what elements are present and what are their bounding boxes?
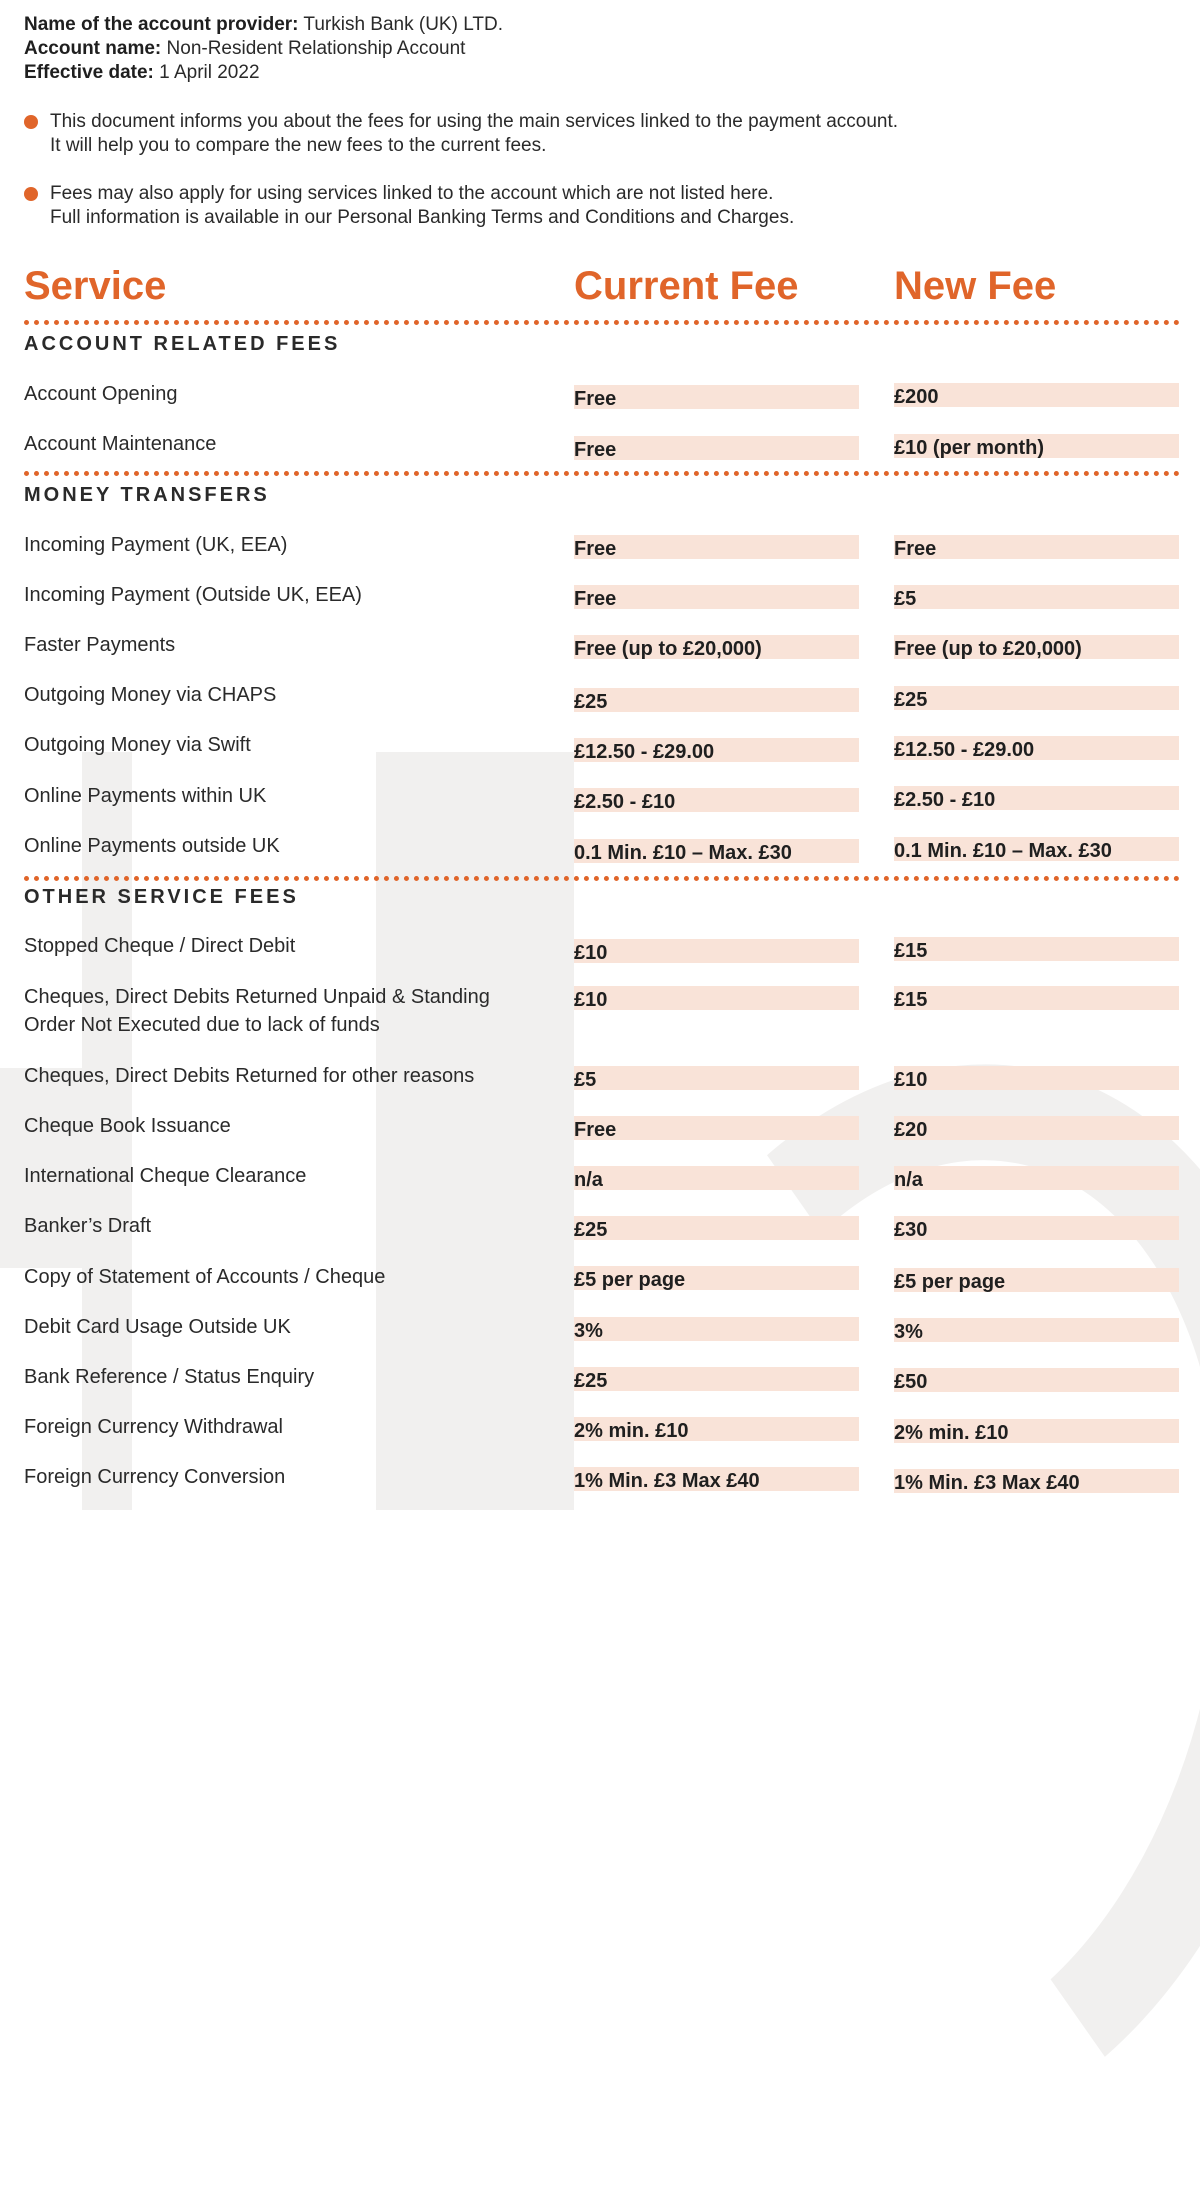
- account-name-line: [24, 37, 465, 61]
- date-label: Effective date:: [24, 62, 154, 83]
- new-fee: Free: [894, 535, 1179, 559]
- current-fee: Free: [574, 535, 859, 559]
- new-fee: £12.50 - £29.00: [894, 736, 1179, 760]
- note-line: It will help you to compare the new fees to the current fees.: [50, 135, 547, 156]
- service-name: Foreign Currency Conversion: [24, 1466, 286, 1488]
- new-fee: 1% Min. £3 Max £40: [894, 1469, 1179, 1493]
- column-header-new-fee: New Fee: [894, 264, 1057, 308]
- current-fee: 3%: [574, 1317, 859, 1341]
- column-header-service: Service: [24, 264, 167, 308]
- note-line: Full information is available in our Personal Banking Terms and Conditions and Charges.: [50, 207, 795, 228]
- new-fee: £30: [894, 1216, 1179, 1240]
- current-fee: £5: [574, 1066, 859, 1090]
- new-fee: Free (up to £20,000): [894, 635, 1179, 659]
- new-fee: £200: [894, 383, 1179, 407]
- service-name: Account Opening: [24, 383, 178, 405]
- current-fee: Free: [574, 385, 859, 409]
- service-name: Debit Card Usage Outside UK: [24, 1316, 291, 1338]
- current-fee: Free: [574, 585, 859, 609]
- provider-label: Name of the account provider:: [24, 14, 299, 35]
- column-header-current-fee: Current Fee: [574, 264, 799, 308]
- new-fee: £5 per page: [894, 1268, 1179, 1292]
- provider-line: [24, 13, 503, 37]
- section-title: OTHER SERVICE FEES: [24, 886, 299, 908]
- section-title: ACCOUNT RELATED FEES: [24, 333, 341, 355]
- service-name: Banker’s Draft: [24, 1215, 152, 1237]
- service-name: Outgoing Money via Swift: [24, 734, 251, 756]
- account-value: Non-Resident Relationship Account: [161, 38, 466, 59]
- dotted-divider: [24, 876, 1180, 881]
- new-fee: 2% min. £10: [894, 1419, 1179, 1443]
- dotted-divider: [24, 320, 1180, 325]
- service-name: Online Payments outside UK: [24, 835, 280, 857]
- service-name: Incoming Payment (UK, EEA): [24, 534, 288, 556]
- service-name: International Cheque Clearance: [24, 1165, 307, 1187]
- service-name: Bank Reference / Status Enquiry: [24, 1366, 315, 1388]
- new-fee: £20: [894, 1116, 1179, 1140]
- new-fee: n/a: [894, 1166, 1179, 1190]
- service-name: Foreign Currency Withdrawal: [24, 1416, 283, 1438]
- new-fee: £25: [894, 686, 1179, 710]
- new-fee: £15: [894, 937, 1179, 961]
- section-title: MONEY TRANSFERS: [24, 484, 270, 506]
- account-label: Account name:: [24, 38, 162, 59]
- bullet-dot-icon: [24, 187, 38, 201]
- service-name: Faster Payments: [24, 634, 176, 656]
- current-fee: £25: [574, 1216, 859, 1240]
- new-fee: £10: [894, 1066, 1179, 1090]
- bullet-dot-icon: [24, 115, 38, 129]
- service-name: Account Maintenance: [24, 433, 217, 455]
- new-fee: £50: [894, 1368, 1179, 1392]
- provider-value: Turkish Bank (UK) LTD.: [298, 14, 503, 35]
- service-name: Stopped Cheque / Direct Debit: [24, 935, 296, 957]
- current-fee: £25: [574, 688, 859, 712]
- effective-date-line: [24, 61, 260, 85]
- new-fee: 0.1 Min. £10 – Max. £30: [894, 837, 1179, 861]
- current-fee: n/a: [574, 1166, 859, 1190]
- service-name: Cheque Book Issuance: [24, 1115, 231, 1137]
- service-name: Incoming Payment (Outside UK, EEA): [24, 584, 362, 606]
- note-line: This document informs you about the fees for using the main services linked to the payment account.: [50, 111, 899, 132]
- current-fee: 1% Min. £3 Max £40: [574, 1467, 859, 1491]
- current-fee: Free: [574, 436, 859, 460]
- new-fee: £10 (per month): [894, 434, 1179, 458]
- service-name: Cheques, Direct Debits Returned for other reasons: [24, 1065, 475, 1087]
- service-name: Online Payments within UK: [24, 785, 267, 807]
- new-fee: £15: [894, 986, 1179, 1010]
- current-fee: £10: [574, 986, 859, 1010]
- new-fee: 3%: [894, 1318, 1179, 1342]
- current-fee: 0.1 Min. £10 – Max. £30: [574, 839, 859, 863]
- service-name: Cheques, Direct Debits Returned Unpaid & Standing Order Not Executed due to lack of funds: [24, 986, 490, 1036]
- current-fee: £2.50 - £10: [574, 788, 859, 812]
- new-fee: £5: [894, 585, 1179, 609]
- date-value: 1 April 2022: [153, 62, 260, 83]
- current-fee: Free: [574, 1116, 859, 1140]
- dotted-divider: [24, 471, 1180, 476]
- current-fee: Free (up to £20,000): [574, 635, 859, 659]
- service-name: Copy of Statement of Accounts / Cheque: [24, 1266, 386, 1288]
- current-fee: £12.50 - £29.00: [574, 738, 859, 762]
- current-fee: £25: [574, 1367, 859, 1391]
- note-line: Fees may also apply for using services linked to the account which are not listed here.: [50, 183, 774, 204]
- current-fee: £10: [574, 939, 859, 963]
- current-fee: 2% min. £10: [574, 1417, 859, 1441]
- current-fee: £5 per page: [574, 1266, 859, 1290]
- new-fee: £2.50 - £10: [894, 786, 1179, 810]
- service-name: Outgoing Money via CHAPS: [24, 684, 277, 706]
